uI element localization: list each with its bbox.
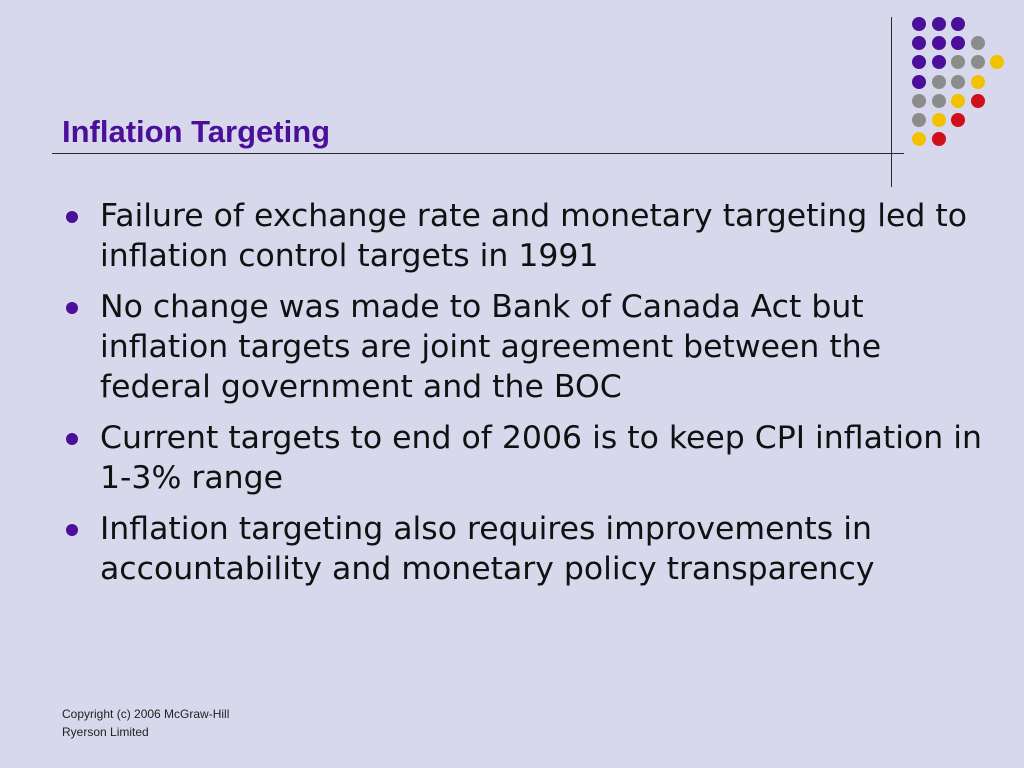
decorative-vertical-rule bbox=[891, 17, 892, 187]
decorative-dot-gray bbox=[932, 94, 946, 108]
bullet-item bbox=[62, 418, 1003, 498]
decorative-dot-purple bbox=[951, 36, 965, 50]
bullet-text: Current targets to end of 2006 is to keep CPI inflation in 1-3% range bbox=[100, 420, 1003, 496]
decorative-dot-yellow bbox=[951, 94, 965, 108]
bullet-dot-icon bbox=[66, 524, 78, 536]
bullet-dot-icon bbox=[66, 211, 78, 223]
decorative-dot-yellow bbox=[971, 75, 985, 89]
decorative-dot-red bbox=[951, 113, 965, 127]
bullet-text: No change was made to Bank of Canada Act but inflation targets are joint agreement between the federal government and the BOC bbox=[100, 289, 892, 405]
bullet-dot-icon bbox=[66, 433, 78, 445]
decorative-dot-purple bbox=[951, 17, 965, 31]
decorative-dot-purple bbox=[932, 55, 946, 69]
decorative-dot-purple bbox=[932, 36, 946, 50]
decorative-dot-gray bbox=[971, 36, 985, 50]
bullet-text: Failure of exchange rate and monetary targeting led to inflation control targets in 1991 bbox=[100, 198, 977, 274]
decorative-dot-gray bbox=[971, 55, 985, 69]
copyright-footer bbox=[62, 705, 322, 741]
decorative-dot-yellow bbox=[932, 113, 946, 127]
decorative-dot-purple bbox=[912, 36, 926, 50]
decorative-dot-gray bbox=[912, 94, 926, 108]
decorative-dot-red bbox=[971, 94, 985, 108]
slide-title: Inflation Targeting bbox=[62, 114, 331, 149]
copyright-line-2: Ryerson Limited bbox=[62, 725, 149, 739]
bullet-item bbox=[62, 287, 982, 407]
decorative-dot-gray bbox=[912, 113, 926, 127]
decorative-dot-gray bbox=[932, 75, 946, 89]
bullet-list bbox=[62, 196, 1003, 600]
bullet-item bbox=[62, 196, 982, 276]
decorative-dot-yellow bbox=[990, 55, 1004, 69]
bullet-item bbox=[62, 509, 982, 589]
bullet-dot-icon bbox=[66, 302, 78, 314]
decorative-dot-purple bbox=[912, 17, 926, 31]
bullet-text: Inflation targeting also requires improvements in accountability and monetary policy transparency bbox=[100, 511, 882, 587]
decorative-dot-gray bbox=[951, 55, 965, 69]
decorative-dot-purple bbox=[912, 55, 926, 69]
decorative-dot-gray bbox=[951, 75, 965, 89]
decorative-dot-purple bbox=[912, 75, 926, 89]
title-underline-rule bbox=[52, 153, 904, 154]
decorative-dot-red bbox=[932, 132, 946, 146]
decorative-dot-purple bbox=[932, 17, 946, 31]
decorative-dot-yellow bbox=[912, 132, 926, 146]
copyright-line-1: Copyright (c) 2006 McGraw-Hill bbox=[62, 707, 230, 721]
